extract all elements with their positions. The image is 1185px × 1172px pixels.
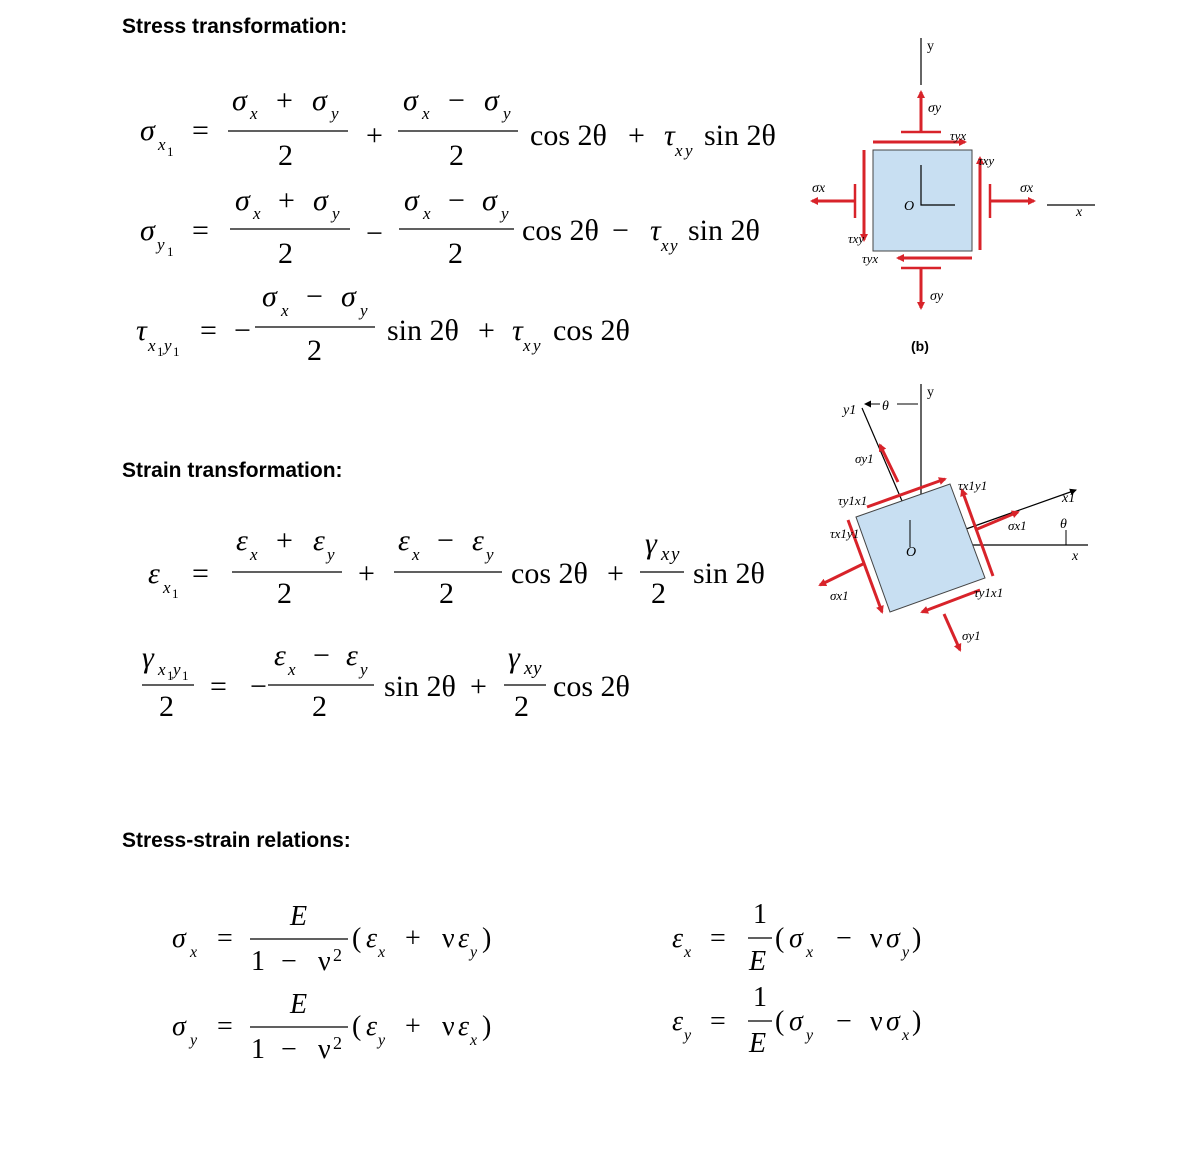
svg-text:ν: ν xyxy=(318,1034,331,1065)
svg-text:ε: ε xyxy=(274,639,286,672)
svg-text:σ: σ xyxy=(232,84,247,117)
svg-text:x: x xyxy=(163,578,171,597)
svg-text:+: + xyxy=(607,557,624,590)
gamma-x1y1-equation xyxy=(142,639,630,723)
svg-text:x: x xyxy=(524,658,533,679)
svg-text:=: = xyxy=(710,923,726,954)
svg-text:−: − xyxy=(836,923,852,954)
svg-text:σ: σ xyxy=(172,923,186,954)
svg-text:1: 1 xyxy=(173,344,180,359)
epsilon-x1-equation xyxy=(148,524,765,610)
svg-text:=: = xyxy=(200,314,217,347)
svg-text:σ: σ xyxy=(313,184,328,217)
svg-text:ν: ν xyxy=(442,923,455,954)
stress-transformation-equations xyxy=(0,70,800,370)
svg-text:σx1: σx1 xyxy=(830,588,849,603)
svg-text:2: 2 xyxy=(312,690,327,723)
svg-text:2: 2 xyxy=(514,690,529,723)
stress-strain-equations xyxy=(0,885,960,1065)
svg-text:−: − xyxy=(306,280,323,313)
svg-text:(: ( xyxy=(352,1011,362,1042)
svg-text:−: − xyxy=(612,214,629,247)
svg-text:E: E xyxy=(290,901,308,932)
svg-text:=: = xyxy=(217,1011,233,1042)
svg-text:y: y xyxy=(470,944,478,961)
stress-element-square xyxy=(873,150,972,251)
svg-text:y: y xyxy=(360,301,368,320)
svg-text:σ: σ xyxy=(404,184,419,217)
svg-text:1: 1 xyxy=(251,1034,265,1065)
svg-text:θ: θ xyxy=(1060,517,1067,532)
svg-text:σ: σ xyxy=(403,84,418,117)
svg-text:cos 2θ: cos 2θ xyxy=(522,214,599,247)
stress-element-figure xyxy=(790,30,1100,370)
svg-text:=: = xyxy=(192,114,209,147)
svg-text:ε: ε xyxy=(236,524,248,557)
svg-text:1: 1 xyxy=(753,899,767,930)
svg-text:+: + xyxy=(470,670,487,703)
svg-text:sin 2θ: sin 2θ xyxy=(688,214,760,247)
svg-text:1: 1 xyxy=(172,586,179,601)
svg-text:=: = xyxy=(210,670,227,703)
svg-text:−: − xyxy=(448,184,465,217)
svg-text:(: ( xyxy=(775,923,785,954)
svg-text:ε: ε xyxy=(366,1011,378,1042)
svg-text:1: 1 xyxy=(182,668,189,683)
svg-text:ε: ε xyxy=(672,923,684,954)
svg-text:=: = xyxy=(217,923,233,954)
svg-text:y: y xyxy=(533,658,542,679)
svg-text:σ: σ xyxy=(886,1006,900,1037)
svg-text:y: y xyxy=(190,1032,198,1049)
svg-text:=: = xyxy=(192,557,209,590)
sigma-x1-equation xyxy=(140,84,776,172)
svg-text:y: y xyxy=(486,545,494,564)
svg-text:τ: τ xyxy=(136,314,147,347)
svg-text:+: + xyxy=(276,84,293,117)
svg-text:σ: σ xyxy=(140,214,155,247)
svg-text:): ) xyxy=(912,923,922,954)
svg-text:2: 2 xyxy=(651,577,666,610)
svg-text:1: 1 xyxy=(167,244,174,259)
svg-text:1: 1 xyxy=(753,982,767,1013)
svg-text:2: 2 xyxy=(439,577,454,610)
svg-text:y: y xyxy=(332,204,340,223)
svg-text:2: 2 xyxy=(159,690,174,723)
svg-text:τ: τ xyxy=(650,214,661,247)
svg-text:): ) xyxy=(482,923,492,954)
svg-text:y: y xyxy=(671,544,680,565)
svg-text:ν: ν xyxy=(442,1011,455,1042)
svg-text:2: 2 xyxy=(278,139,293,172)
svg-text:x: x xyxy=(675,141,683,160)
svg-text:ν: ν xyxy=(870,923,883,954)
svg-text:σx: σx xyxy=(1020,181,1034,196)
svg-text:sin 2θ: sin 2θ xyxy=(704,119,776,152)
svg-text:−: − xyxy=(250,670,267,703)
svg-text:−: − xyxy=(437,524,454,557)
svg-text:y: y xyxy=(501,204,509,223)
svg-text:y: y xyxy=(806,1027,814,1044)
svg-text:(: ( xyxy=(352,923,362,954)
svg-text:y1: y1 xyxy=(843,403,857,418)
svg-text:x: x xyxy=(158,660,166,679)
svg-text:+: + xyxy=(358,557,375,590)
svg-text:−: − xyxy=(836,1006,852,1037)
svg-text:x: x xyxy=(253,204,261,223)
svg-text:ε: ε xyxy=(472,524,484,557)
epsilon-x-hooke-equation xyxy=(672,899,921,977)
figure-b-label: (b) xyxy=(911,338,929,354)
svg-text:cos 2θ: cos 2θ xyxy=(553,314,630,347)
svg-text:2: 2 xyxy=(307,334,322,367)
svg-text:τ: τ xyxy=(664,119,675,152)
svg-text:1: 1 xyxy=(251,946,265,977)
svg-text:x: x xyxy=(250,545,258,564)
svg-text:2: 2 xyxy=(333,1033,342,1053)
svg-text:E: E xyxy=(290,989,308,1020)
svg-text:σ: σ xyxy=(312,84,327,117)
svg-text:ν: ν xyxy=(870,1006,883,1037)
stress-transformation-heading: Stress transformation: xyxy=(122,15,348,38)
svg-text:σy1: σy1 xyxy=(962,628,981,643)
svg-text:x: x xyxy=(412,545,420,564)
svg-text:σ: σ xyxy=(140,114,155,147)
svg-text:σy: σy xyxy=(930,289,944,304)
svg-text:x: x xyxy=(148,336,156,355)
svg-text:1: 1 xyxy=(167,144,174,159)
svg-text:τxy: τxy xyxy=(848,231,865,246)
rotated-element-figure xyxy=(800,378,1100,658)
svg-text:y: y xyxy=(684,1027,692,1044)
svg-text:cos 2θ: cos 2θ xyxy=(530,119,607,152)
svg-text:x: x xyxy=(661,236,669,255)
svg-text:+: + xyxy=(278,184,295,217)
stress-strain-relations-heading: Stress-strain relations: xyxy=(122,829,351,852)
svg-text:y: y xyxy=(360,660,368,679)
svg-text:σ: σ xyxy=(172,1011,186,1042)
origin-label: O xyxy=(904,199,915,214)
svg-text:γ: γ xyxy=(645,527,657,560)
svg-text:−: − xyxy=(281,1034,297,1065)
svg-text:2: 2 xyxy=(448,237,463,270)
svg-text:+: + xyxy=(405,1011,421,1042)
svg-text:1: 1 xyxy=(167,668,174,683)
svg-text:sin 2θ: sin 2θ xyxy=(384,670,456,703)
svg-text:γ: γ xyxy=(142,641,154,674)
svg-text:y: y xyxy=(331,104,339,123)
svg-text:x: x xyxy=(288,660,296,679)
svg-text:=: = xyxy=(192,214,209,247)
svg-text:σy1: σy1 xyxy=(855,451,874,466)
svg-text:−: − xyxy=(366,217,383,250)
svg-text:τ: τ xyxy=(512,314,523,347)
svg-text:+: + xyxy=(405,923,421,954)
svg-text:σ: σ xyxy=(235,184,250,217)
svg-text:y: y xyxy=(927,385,934,400)
svg-text:x: x xyxy=(523,336,531,355)
strain-transformation-equations xyxy=(0,515,800,725)
svg-text:y: y xyxy=(902,944,910,961)
svg-text:x: x xyxy=(902,1027,910,1044)
svg-text:y: y xyxy=(157,235,165,254)
svg-text:ε: ε xyxy=(148,557,160,590)
svg-text:τx1y1: τx1y1 xyxy=(958,478,988,493)
svg-text:γ: γ xyxy=(508,641,520,674)
svg-text:ε: ε xyxy=(458,1011,470,1042)
svg-text:): ) xyxy=(482,1011,492,1042)
svg-text:−: − xyxy=(448,84,465,117)
y-axis-label: y xyxy=(927,39,934,54)
strain-transformation-heading: Strain transformation: xyxy=(122,459,343,482)
svg-text:+: + xyxy=(366,119,383,152)
svg-text:σ: σ xyxy=(886,923,900,954)
svg-text:x: x xyxy=(190,944,198,961)
svg-text:y: y xyxy=(533,336,541,355)
svg-text:=: = xyxy=(710,1006,726,1037)
svg-text:sin 2θ: sin 2θ xyxy=(693,557,765,590)
svg-text:+: + xyxy=(478,314,495,347)
svg-text:ε: ε xyxy=(458,923,470,954)
svg-text:x: x xyxy=(422,104,430,123)
svg-text:2: 2 xyxy=(333,945,342,965)
svg-text:σ: σ xyxy=(789,923,803,954)
svg-text:−: − xyxy=(313,639,330,672)
svg-text:x: x xyxy=(1072,549,1079,564)
svg-text:θ: θ xyxy=(882,399,889,414)
tau-x1y1-equation xyxy=(136,280,630,367)
svg-text:E: E xyxy=(749,1028,767,1059)
svg-text:−: − xyxy=(234,314,251,347)
svg-text:x: x xyxy=(423,204,431,223)
svg-text:(: ( xyxy=(775,1006,785,1037)
svg-text:ε: ε xyxy=(366,923,378,954)
svg-text:+: + xyxy=(628,119,645,152)
svg-text:τyx: τyx xyxy=(862,251,879,266)
sigma-y1-equation xyxy=(140,184,760,270)
svg-text:x: x xyxy=(806,944,814,961)
svg-text:2: 2 xyxy=(277,577,292,610)
svg-text:ε: ε xyxy=(313,524,325,557)
svg-text:−: − xyxy=(281,946,297,977)
svg-text:ν: ν xyxy=(318,946,331,977)
svg-text:ε: ε xyxy=(346,639,358,672)
svg-text:y: y xyxy=(685,141,693,160)
svg-text:τy1x1: τy1x1 xyxy=(838,493,868,508)
svg-text:y: y xyxy=(670,236,678,255)
svg-text:x: x xyxy=(158,135,166,154)
svg-text:y: y xyxy=(378,1032,386,1049)
svg-text:): ) xyxy=(912,1006,922,1037)
svg-text:y: y xyxy=(503,104,511,123)
svg-text:τyx: τyx xyxy=(950,128,967,143)
svg-text:τy1x1: τy1x1 xyxy=(974,585,1004,600)
svg-text:x1: x1 xyxy=(1062,491,1076,506)
x-axis-label: x xyxy=(1076,205,1083,220)
svg-text:τx1y1: τx1y1 xyxy=(830,526,860,541)
svg-text:1: 1 xyxy=(157,344,164,359)
svg-text:y: y xyxy=(173,660,181,679)
svg-text:cos 2θ: cos 2θ xyxy=(511,557,588,590)
svg-text:σx: σx xyxy=(812,181,826,196)
svg-text:O: O xyxy=(906,545,917,560)
epsilon-y-hooke-equation xyxy=(672,982,921,1059)
svg-text:x: x xyxy=(250,104,258,123)
svg-text:y: y xyxy=(327,545,335,564)
svg-text:y: y xyxy=(164,336,172,355)
svg-text:E: E xyxy=(749,946,767,977)
svg-text:σx1: σx1 xyxy=(1008,518,1027,533)
svg-text:x: x xyxy=(661,544,670,565)
svg-text:σ: σ xyxy=(789,1006,803,1037)
svg-text:τxy: τxy xyxy=(978,153,995,168)
svg-text:σy: σy xyxy=(928,101,942,116)
svg-text:x: x xyxy=(470,1032,478,1049)
svg-text:x: x xyxy=(684,944,692,961)
svg-text:σ: σ xyxy=(484,84,499,117)
svg-text:σ: σ xyxy=(482,184,497,217)
svg-text:2: 2 xyxy=(278,237,293,270)
svg-text:+: + xyxy=(276,524,293,557)
svg-text:x: x xyxy=(378,944,386,961)
svg-text:σ: σ xyxy=(341,280,356,313)
svg-text:2: 2 xyxy=(449,139,464,172)
svg-text:σ: σ xyxy=(262,280,277,313)
svg-text:ε: ε xyxy=(398,524,410,557)
svg-text:sin 2θ: sin 2θ xyxy=(387,314,459,347)
svg-text:ε: ε xyxy=(672,1006,684,1037)
svg-text:x: x xyxy=(281,301,289,320)
svg-text:cos 2θ: cos 2θ xyxy=(553,670,630,703)
